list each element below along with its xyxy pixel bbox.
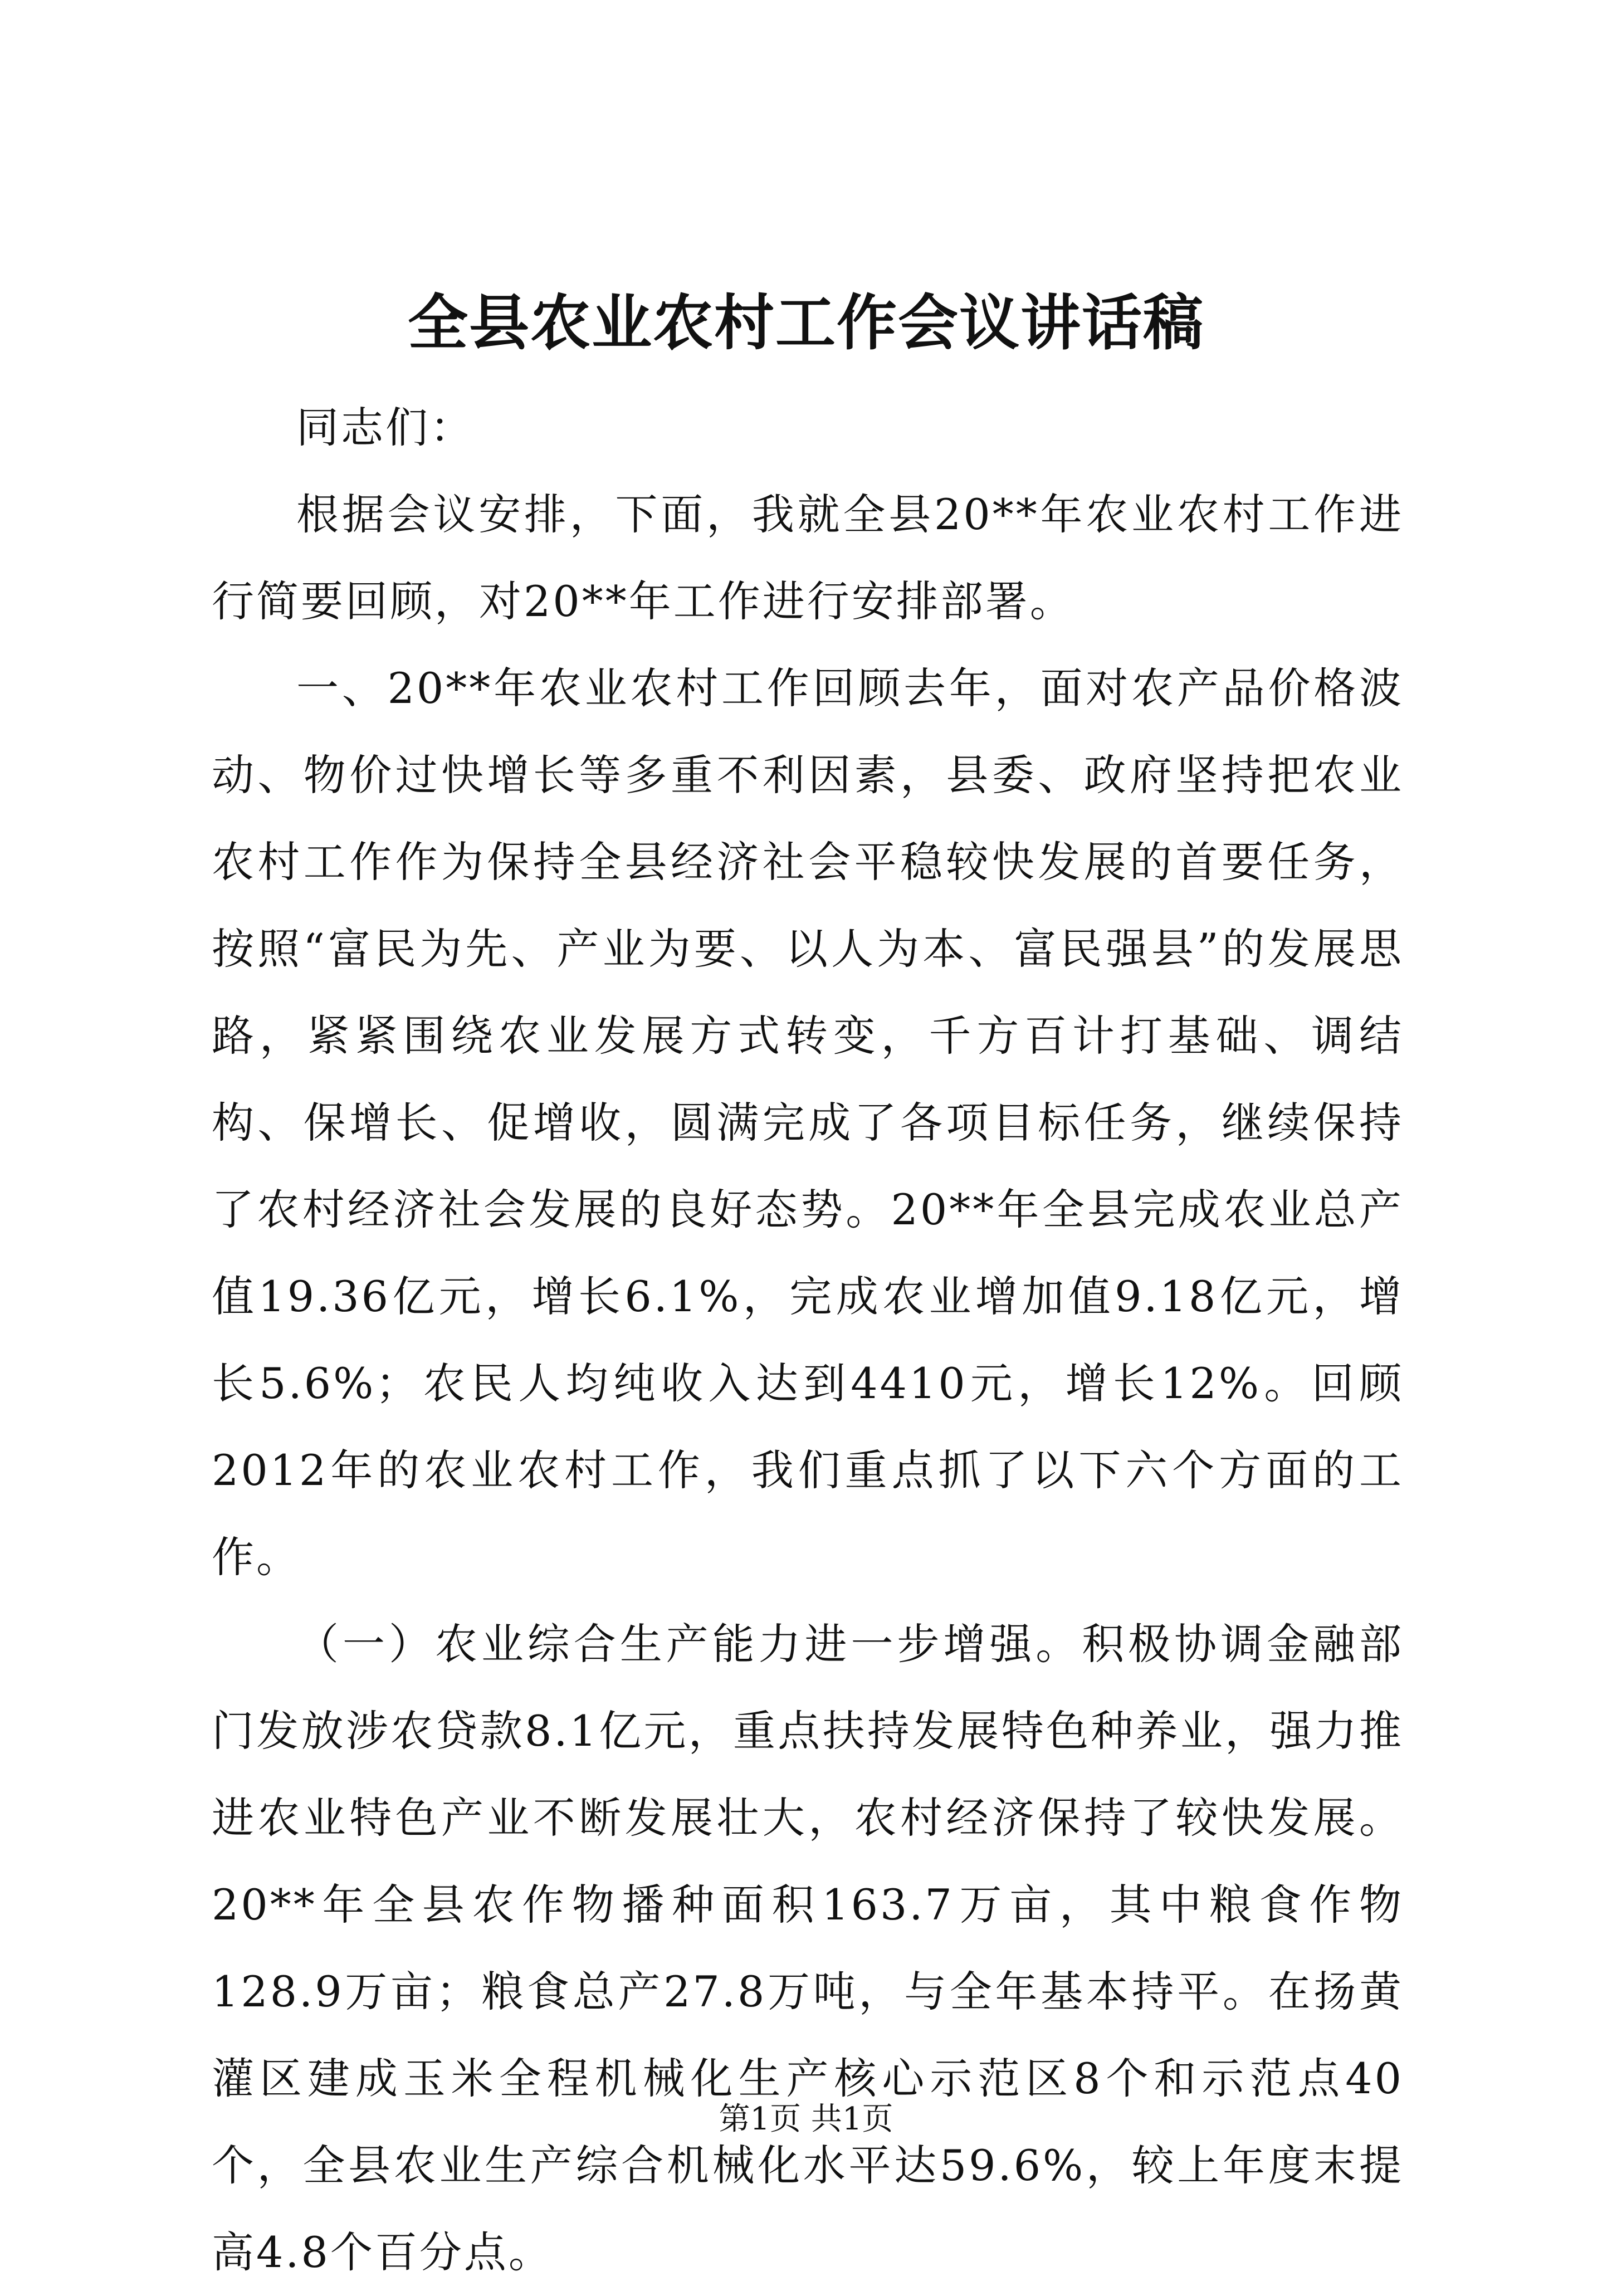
salutation: 同志们： (296, 403, 475, 452)
document-body (212, 384, 1404, 2296)
paragraph-intro: 根据会议安排，下面，我就全县20**年农业农村工作进行简要回顾，对20**年工作进行安排部署。 (212, 490, 1404, 626)
page-footer: 第1页 共1页 (719, 2101, 893, 2137)
paragraph-review: 一、20**年农业农村工作回顾去年，面对农产品价格波动、物价过快增长等多重不利因素，县委、政府坚持把农业农村工作作为保持全县经济社会平稳较快发展的首要任务，按照“富民为先、产业为要、以人为本、富民强县”的发展思路，紧紧围绕农业发展方式转变，千方百计打基础、调结构、保增长、促增收，圆满完成了各项目标任务，继续保持了农村经济社会发展的良好态势。20**年全县完成农业总产值19.36亿元，增长6.1%，完成农业增加值9.18亿元，增长5.6%；农民人均纯收入达到4410元，增长12%。回顾2012年的农业农村工作，我们重点抓了以下六个方面的工作。 (212, 663, 1404, 1582)
paragraph-section-1: （一）农业综合生产能力进一步增强。积极协调金融部门发放涉农贷款8.1亿元，重点扶持发展特色种养业，强力推进农业特色产业不断发展壮大，农村经济保持了较快发展。20**年全县农作物播种面积163.7万亩，其中粮食作物128.9万亩；粮食总产27.8万吨，与全年基本持平。在扬黄灌区建成玉米全程机械化生产核心示范区8个和示范点40个，全县农业生产综合机械化水平达59.6%，较上年度末提高4.8个百分点。 (212, 1619, 1404, 2277)
document-title: 全县农业农村工作会议讲话稿 (407, 288, 1204, 358)
